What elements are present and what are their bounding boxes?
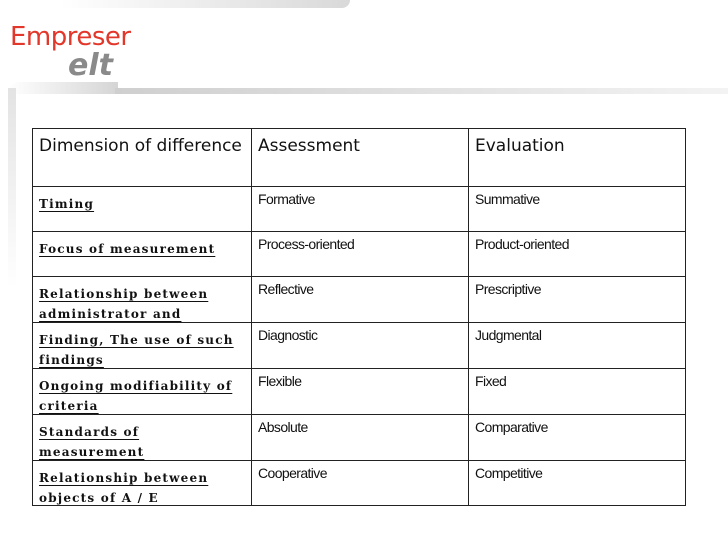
assessment-cell: Reflective <box>252 277 469 322</box>
dimension-cell: Ongoing modifiability of criteria <box>39 379 233 413</box>
comparison-table <box>32 128 686 506</box>
table-row <box>33 369 685 415</box>
dimension-cell: Focus of measurement <box>39 242 216 256</box>
header-evaluation: Evaluation <box>475 136 565 156</box>
assessment-cell: Cooperative <box>252 461 469 505</box>
dimension-cell: Finding, The use of such findings <box>39 333 234 367</box>
evaluation-cell: Judgmental <box>475 327 542 343</box>
empreser-logo <box>10 20 150 84</box>
header-dimension: Dimension of difference <box>33 129 252 186</box>
evaluation-cell: Prescriptive <box>475 281 541 297</box>
decorative-frame-top <box>60 0 350 8</box>
evaluation-cell: Product-oriented <box>475 236 569 252</box>
logo-elt-mark: elt <box>68 48 113 83</box>
decorative-frame-rule <box>115 88 728 94</box>
table-row <box>33 461 685 505</box>
evaluation-cell: Fixed <box>475 373 507 389</box>
evaluation-cell: Summative <box>475 191 540 207</box>
dimension-cell: Relationship between administrator and <box>39 287 209 321</box>
table-row <box>33 187 685 232</box>
dimension-cell: Timing <box>39 197 95 211</box>
header-assessment: Assessment <box>252 129 469 186</box>
logo-wordmark: Empreser <box>10 22 131 52</box>
table-row <box>33 323 685 369</box>
dimension-cell: Relationship between objects of A / E <box>39 471 209 505</box>
assessment-cell: Flexible <box>252 369 469 414</box>
dimension-cell: Standards of measurement <box>39 425 145 459</box>
assessment-cell: Process-oriented <box>252 232 469 276</box>
table-row <box>33 415 685 461</box>
evaluation-cell: Comparative <box>475 419 548 435</box>
decorative-frame-left <box>8 88 16 288</box>
assessment-cell: Diagnostic <box>252 323 469 368</box>
evaluation-cell: Competitive <box>475 465 543 481</box>
table-row <box>33 277 685 323</box>
table-header-row <box>33 129 685 187</box>
table-row <box>33 232 685 277</box>
assessment-cell: Formative <box>252 187 469 231</box>
assessment-cell: Absolute <box>252 415 469 460</box>
